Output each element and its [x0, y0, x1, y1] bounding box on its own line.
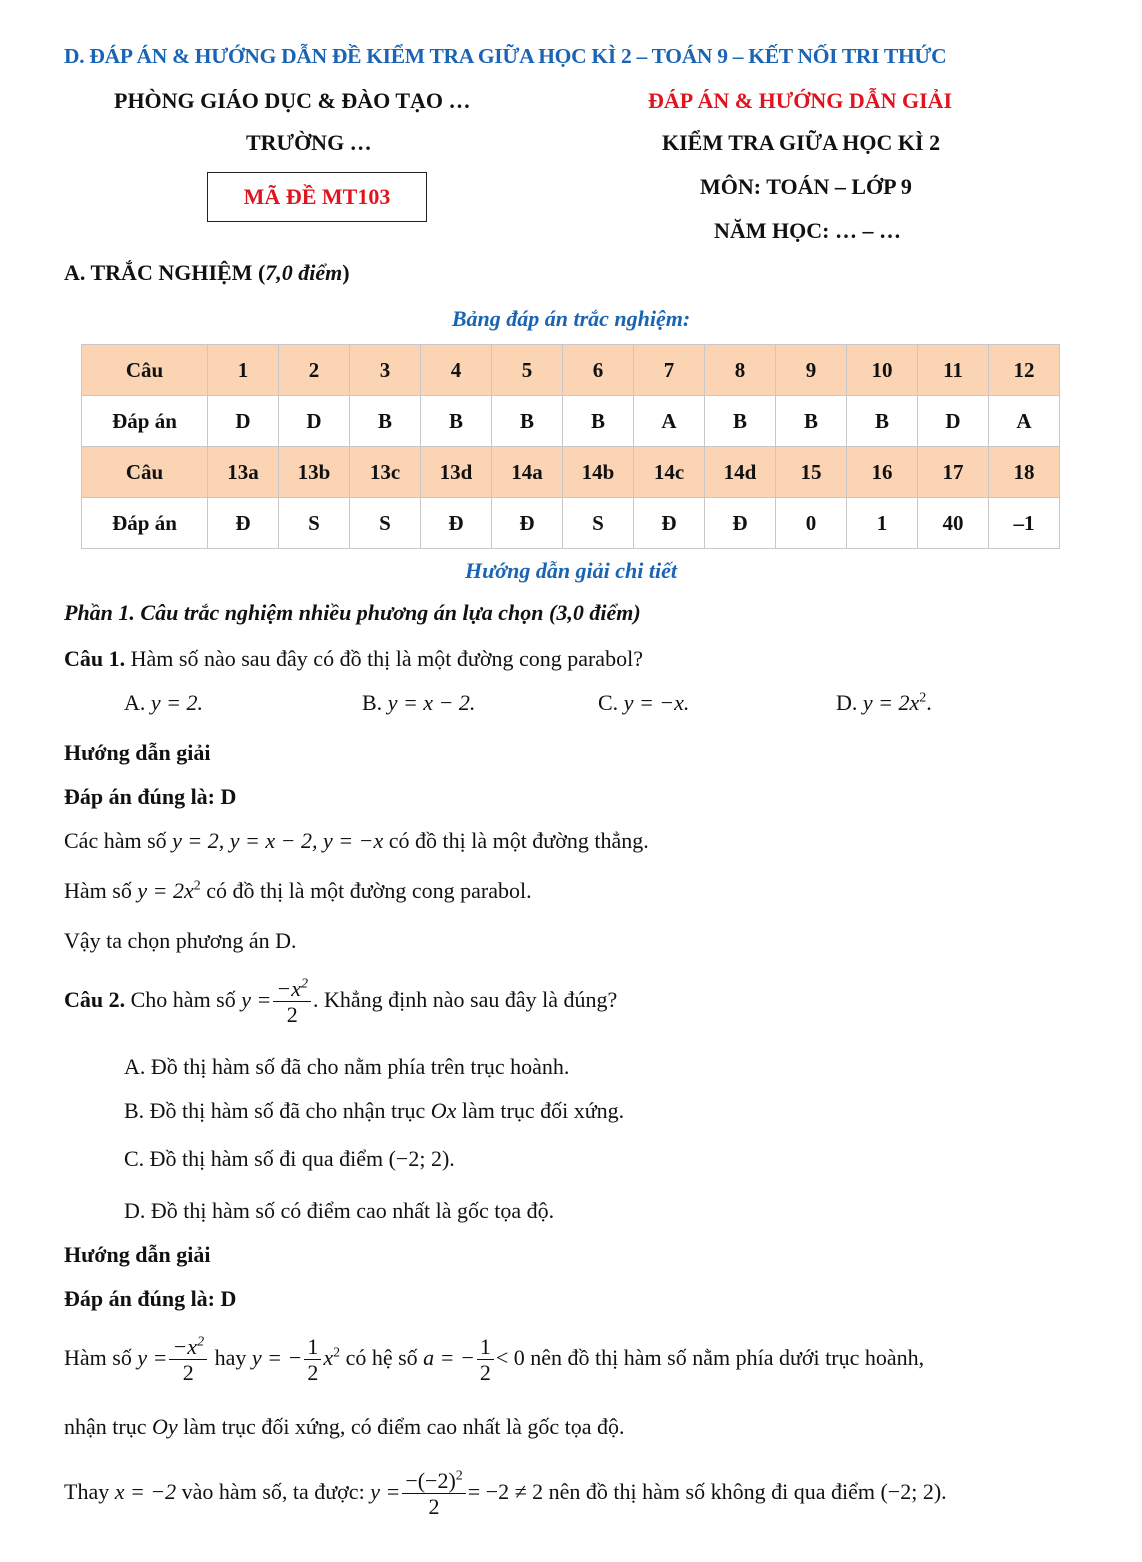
q2-exp2-math: Oy [151, 1414, 178, 1439]
table-cell: 5 [492, 345, 563, 396]
table-row [82, 498, 1060, 549]
table-cell: Đ [705, 498, 776, 549]
table-cell: Đ [492, 498, 563, 549]
table-cell: Đ [421, 498, 492, 549]
q2-exp1-pre: Hàm số [64, 1344, 132, 1370]
q1-exp2-post: có đồ thị là một đường cong parabol. [206, 878, 532, 903]
table-cell: B [421, 396, 492, 447]
table-cell: B [705, 396, 776, 447]
q2-text-post: . Khẳng định nào sau đây là đúng? [313, 986, 618, 1012]
table-cell: 2 [279, 345, 350, 396]
table-cell: A [989, 396, 1060, 447]
table-cell: D [918, 396, 989, 447]
table-row [82, 447, 1060, 498]
q2-exp1-fraction-b: $\frac{1}{2}$ [304, 1334, 321, 1386]
q1-explanation-1 [64, 828, 649, 854]
q2-correct-answer: Đáp án đúng là: D [64, 1286, 237, 1311]
table-cell: –1 [989, 498, 1060, 549]
table-row-label: Câu [82, 447, 208, 498]
q1-exp2-pre: Hàm số [64, 878, 132, 903]
table-cell: 40 [918, 498, 989, 549]
q2-exp3-pre: Thay [64, 1478, 110, 1504]
q1-option-d-letter: D. [836, 690, 858, 715]
table-row [82, 345, 1060, 396]
q2-explanation-2 [64, 1414, 625, 1440]
table-cell: 14b [563, 447, 634, 498]
table-cell: 10 [847, 345, 918, 396]
table-cell: 9 [776, 345, 847, 396]
table-cell: 18 [989, 447, 1060, 498]
q2-text-pre: Cho hàm số [130, 986, 236, 1012]
q1-explanation-3: Vậy ta chọn phương án D. [64, 928, 297, 953]
table-cell: Đ [208, 498, 279, 549]
q2-function: y = [241, 986, 272, 1012]
table-cell: B [492, 396, 563, 447]
q1-option-d-math: y = 2x [862, 690, 920, 715]
q2-exp3-result: = −2 ≠ 2 [467, 1478, 544, 1504]
table-cell: 15 [776, 447, 847, 498]
table-cell: B [776, 396, 847, 447]
q1-correct-answer: Đáp án đúng là: D [64, 784, 237, 809]
q2-explanation-3: Thay x = −2 vào hàm số, ta được: y = $\frac{-(-2)^2}{2}$ = −2 ≠ 2 nên đồ thị hàm số không đi qua điểm (−2; 2). [64, 1468, 947, 1520]
q1-label: Câu 1. [64, 646, 126, 671]
table-cell: S [279, 498, 350, 549]
table-cell: 3 [350, 345, 421, 396]
q2-exp1-coef: có hệ số [345, 1344, 418, 1370]
exam-name: KIỂM TRA GIỮA HỌC KÌ 2 [662, 130, 941, 155]
q1-explanation-2: Hàm số $y = 2x^2$ có đồ thị là một đường cong parabol. [64, 878, 532, 903]
q1-exp1-pre: Các hàm số [64, 828, 167, 853]
q2-exp1-post: nên đồ thị hàm số nằm phía dưới trục hoành, [530, 1344, 925, 1370]
table-cell: S [350, 498, 421, 549]
q2-option-b-math: Ox [430, 1098, 457, 1123]
q2-option-c-pre: C. Đồ thị hàm số đi qua điểm [124, 1146, 384, 1171]
q1-guide-label: Hướng dẫn giải [64, 740, 211, 765]
q1-option-c-math: y = −x. [623, 690, 690, 715]
table-cell: 13c [350, 447, 421, 498]
part1-title: Phần 1. Câu trắc nghiệm nhiều phương án lựa chọn (3,0 điểm) [64, 600, 641, 625]
table-cell: 12 [989, 345, 1060, 396]
school-name: TRƯỜNG … [246, 130, 372, 155]
q1-text: Hàm số nào sau đây có đồ thị là một đường cong parabol? [130, 646, 643, 671]
section-a-close: ) [342, 260, 350, 285]
q2-exp3-math: x = −2 [114, 1478, 177, 1504]
table-cell: D [279, 396, 350, 447]
table-cell: 14c [634, 447, 705, 498]
q2-exp3-fraction: $\frac{-(-2)^2}{2}$ [402, 1468, 465, 1520]
detail-caption: Hướng dẫn giải chi tiết [464, 558, 677, 583]
table-cell: 13a [208, 447, 279, 498]
table-cell: Đ [634, 498, 705, 549]
table-cell: S [563, 498, 634, 549]
table-cell: 16 [847, 447, 918, 498]
q1-exp2-math: y = 2x [137, 878, 194, 903]
table-cell: 6 [563, 345, 634, 396]
q1-stem [64, 646, 643, 672]
section-a-title [64, 260, 350, 286]
q2-exp3-mid: vào hàm số, ta được: [181, 1478, 365, 1504]
table-cell: B [563, 396, 634, 447]
table-cell: A [634, 396, 705, 447]
q1-option-a [124, 690, 203, 716]
table-cell: 0 [776, 498, 847, 549]
q1-exp1-math: y = 2, y = x − 2, y = −x [172, 828, 384, 853]
table-cell: B [847, 396, 918, 447]
table-cell: D [208, 396, 279, 447]
q2-label: Câu 2. [64, 986, 126, 1012]
table-cell: 1 [208, 345, 279, 396]
q1-option-b-math: y = x − 2. [387, 690, 476, 715]
answer-table-caption: Bảng đáp án trắc nghiệm: [451, 306, 691, 331]
q1-option-a-math: y = 2. [150, 690, 204, 715]
table-cell: 7 [634, 345, 705, 396]
table-cell: B [350, 396, 421, 447]
department-name: PHÒNG GIÁO DỤC & ĐÀO TẠO … [114, 88, 471, 113]
table-row-label: Câu [82, 345, 208, 396]
document-title: D. ĐÁP ÁN & HƯỚNG DẪN ĐỀ KIỂM TRA GIỮA HỌC KÌ 2 – TOÁN 9 – KẾT NỐI TRI THỨC [64, 44, 947, 68]
subject: MÔN: TOÁN – LỚP 9 [700, 174, 912, 199]
q2-option-b [124, 1098, 624, 1124]
table-cell: 4 [421, 345, 492, 396]
q2-option-b-post: làm trục đối xứng. [461, 1098, 625, 1123]
q2-exp1-or: hay [214, 1344, 247, 1370]
exam-code-box [207, 172, 427, 222]
answer-title: ĐÁP ÁN & HƯỚNG DẪN GIẢI [648, 88, 953, 113]
section-a-label: A. TRẮC NGHIỆM ( [64, 260, 266, 285]
q2-option-d: D. Đồ thị hàm số có điểm cao nhất là gốc tọa độ. [124, 1198, 555, 1223]
q1-option-b-letter: B. [362, 690, 383, 715]
table-row-label: Đáp án [82, 396, 208, 447]
q1-option-a-letter: A. [124, 690, 146, 715]
q1-option-c [598, 690, 689, 716]
table-cell: 14a [492, 447, 563, 498]
table-cell: 1 [847, 498, 918, 549]
q1-option-c-letter: C. [598, 690, 619, 715]
answer-table [81, 344, 1060, 549]
q1-option-d: D. $y = 2x^2$. [836, 690, 932, 715]
q2-exp1-fraction-c: $\frac{1}{2}$ [477, 1334, 494, 1386]
q2-option-c [124, 1146, 455, 1172]
q2-option-c-math: (−2; 2). [388, 1146, 455, 1171]
table-cell: 13d [421, 447, 492, 498]
q2-stem [64, 976, 617, 1028]
q2-guide-label: Hướng dẫn giải [64, 1242, 211, 1267]
q2-option-a: A. Đồ thị hàm số đã cho nằm phía trên trục hoành. [124, 1054, 570, 1079]
q2-exp2-post: làm trục đối xứng, có điểm cao nhất là gốc tọa độ. [183, 1414, 625, 1439]
q2-exp3-post: nên đồ thị hàm số không đi qua điểm [548, 1478, 875, 1504]
q2-exp2-pre: nhận trục [64, 1414, 147, 1439]
table-cell: 13b [279, 447, 350, 498]
q2-exp3-point: (−2; 2). [880, 1478, 947, 1504]
exam-code: MÃ ĐỀ MT103 [243, 184, 391, 209]
table-row [82, 396, 1060, 447]
q2-fraction: $\frac{-x^2}{2}$ [273, 976, 311, 1028]
q1-option-b [362, 690, 475, 716]
q2-exp1-fraction-a: $\frac{-x^2}{2}$ [169, 1334, 207, 1386]
section-a-points: 7,0 điểm [265, 260, 343, 285]
table-cell: 14d [705, 447, 776, 498]
table-cell: 11 [918, 345, 989, 396]
table-row-label: Đáp án [82, 498, 208, 549]
q1-exp1-post: có đồ thị là một đường thẳng. [388, 828, 649, 853]
q2-explanation-1: Hàm số y = $\frac{-x^2}{2}$ hay y = − $\frac{1}{2}$ $x^2$ có hệ số a = − $\frac{1}{2}$ < 0 nên đồ thị hàm số nằm phía dưới trục hoành, [64, 1334, 925, 1386]
table-cell: 8 [705, 345, 776, 396]
q2-option-b-pre: B. Đồ thị hàm số đã cho nhận trục [124, 1098, 426, 1123]
school-year: NĂM HỌC: … – … [714, 218, 901, 243]
table-cell: 17 [918, 447, 989, 498]
